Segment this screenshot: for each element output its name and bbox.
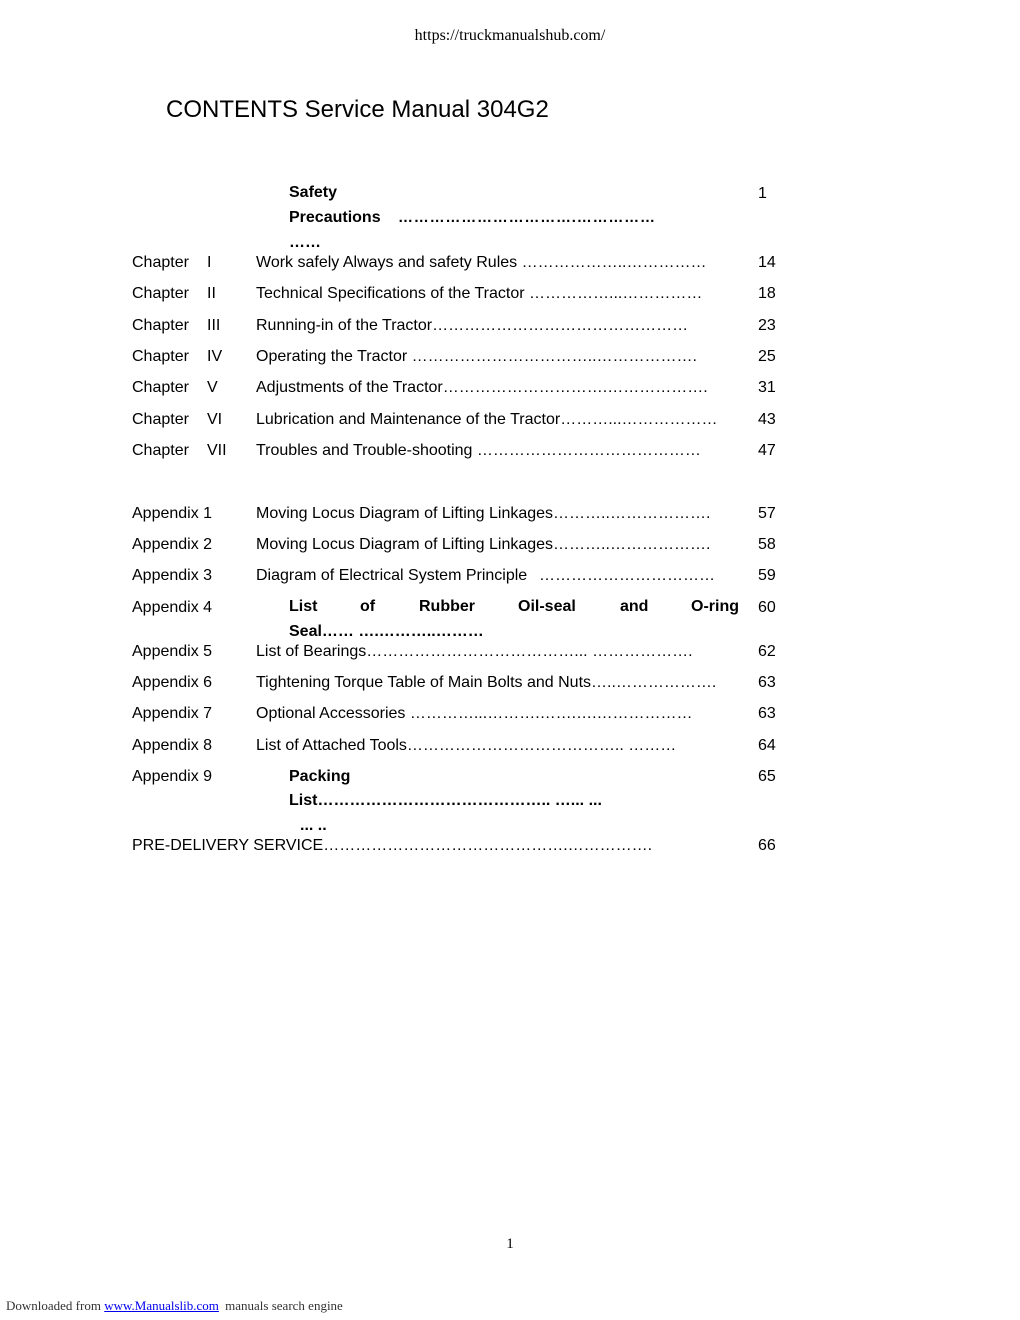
toc-appendix-page: 58 [758, 536, 776, 553]
toc-appendix-page: 62 [758, 643, 776, 660]
toc-appendix-label: Appendix 4 [132, 599, 213, 616]
toc-safety-dots: …………………………….…………… [398, 209, 656, 226]
toc-appendix-title: Diagram of Electrical System Principle [256, 567, 528, 584]
toc-appendix-title: Optional Accessories …………...……….…….….……………… [256, 705, 693, 722]
toc-appendix4-word: Oil-seal [518, 598, 576, 615]
toc-appendix9-line2: List…………………………………….. …... ... [289, 792, 602, 809]
toc-chapter-number: I [207, 254, 212, 271]
toc-appendix-label: Appendix 7 [132, 705, 213, 722]
toc-chapter-label: Chapter [132, 317, 189, 334]
toc-chapter-page: 31 [758, 379, 776, 396]
toc-safety-page: 1 [758, 185, 767, 202]
toc-chapter-label: Chapter [132, 254, 189, 271]
toc-appendix-page: 63 [758, 674, 776, 691]
toc-appendix-label: Appendix 6 [132, 674, 213, 691]
toc-safety-title-line2: Precautions [289, 209, 381, 226]
toc-chapter-title: Work safely Always and safety Rules ………………..…………… [256, 254, 707, 271]
toc-appendix-title: Moving Locus Diagram of Lifting Linkages………..………………. [256, 536, 711, 553]
toc-appendix-title: Tightening Torque Table of Main Bolts and Nuts…..………………. [256, 674, 717, 691]
manualslib-link[interactable]: www.Manualslib.com [104, 1298, 219, 1313]
toc-appendix-page: 64 [758, 737, 776, 754]
toc-appendix-page: 65 [758, 768, 776, 785]
toc-chapter-label: Chapter [132, 411, 189, 428]
footer-suffix: manuals search engine [225, 1298, 343, 1313]
toc-appendix-label: Appendix 3 [132, 567, 213, 584]
toc-predelivery-title: PRE-DELIVERY SERVICE……………………………………….……………. [132, 837, 653, 854]
toc-appendix-title: List of Bearings…………………………………... ………………. [256, 643, 693, 660]
toc-chapter-page: 23 [758, 317, 776, 334]
toc-appendix4-line2: Seal…… ….………..……… [289, 623, 484, 640]
toc-appendix9-line1: Packing [289, 768, 351, 785]
toc-chapter-page: 18 [758, 285, 776, 302]
toc-chapter-page: 14 [758, 254, 776, 271]
toc-chapter-title: Lubrication and Maintenance of the Tractor………...……………… [256, 411, 718, 428]
toc-chapter-page: 43 [758, 411, 776, 428]
toc-chapter-title: Operating the Tractor ……………………………..………………. [256, 348, 697, 365]
toc-chapter-number: V [207, 379, 218, 396]
toc-appendix-page: 57 [758, 505, 776, 522]
toc-appendix-page: 59 [758, 567, 776, 584]
footer-prefix: Downloaded from [6, 1298, 101, 1313]
toc-appendix-label: Appendix 8 [132, 737, 213, 754]
toc-chapter-title: Technical Specifications of the Tractor ……………...…………… [256, 285, 703, 302]
page-number: 1 [506, 1236, 514, 1252]
toc-chapter-title: Troubles and Trouble-shooting …………………………………… [256, 442, 701, 459]
toc-chapter-title: Running-in of the Tractor………………………………………… [256, 317, 689, 334]
toc-chapter-page: 25 [758, 348, 776, 365]
toc-chapter-number: II [207, 285, 216, 302]
toc-chapter-label: Chapter [132, 379, 189, 396]
toc-appendix-title: Moving Locus Diagram of Lifting Linkages………..………………. [256, 505, 711, 522]
toc-appendix-label: Appendix 5 [132, 643, 213, 660]
page-title: CONTENTS Service Manual 304G2 [166, 96, 549, 123]
toc-appendix4-word: of [360, 598, 376, 615]
toc-chapter-number: IV [207, 348, 223, 365]
toc-appendix4-word: List [289, 598, 318, 615]
toc-appendix9-line3: ... .. [300, 817, 327, 834]
toc-appendix-label: Appendix 2 [132, 536, 213, 553]
footer [6, 1298, 343, 1314]
toc-chapter-number: III [207, 317, 221, 334]
toc-chapter-label: Chapter [132, 348, 189, 365]
toc-chapter-label: Chapter [132, 285, 189, 302]
toc-chapter-page: 47 [758, 442, 776, 459]
toc-predelivery-page: 66 [758, 837, 776, 854]
toc-chapter-label: Chapter [132, 442, 189, 459]
toc-appendix-title: List of Attached Tools………………………………….. ……… [256, 737, 677, 754]
header-url: https://truckmanualshub.com/ [414, 27, 606, 44]
toc-chapter-title: Adjustments of the Tractor………………………….………………. [256, 379, 708, 396]
toc-appendix-label: Appendix 9 [132, 768, 213, 785]
toc-appendix-page: 63 [758, 705, 776, 722]
toc-appendix4-word: O-ring [691, 598, 739, 615]
toc-chapter-number: VI [207, 411, 223, 428]
toc-chapter-number: VII [207, 442, 227, 459]
toc-appendix4-word: Rubber [419, 598, 475, 615]
toc-appendix4-word: and [620, 598, 649, 615]
toc-safety-title-line1: Safety [289, 184, 338, 201]
toc-appendix-page: 60 [758, 599, 776, 616]
toc-appendix-dots: …………………………… [539, 567, 715, 584]
toc-safety-title-line3: …… [289, 234, 321, 251]
toc-appendix-label: Appendix 1 [132, 505, 213, 522]
